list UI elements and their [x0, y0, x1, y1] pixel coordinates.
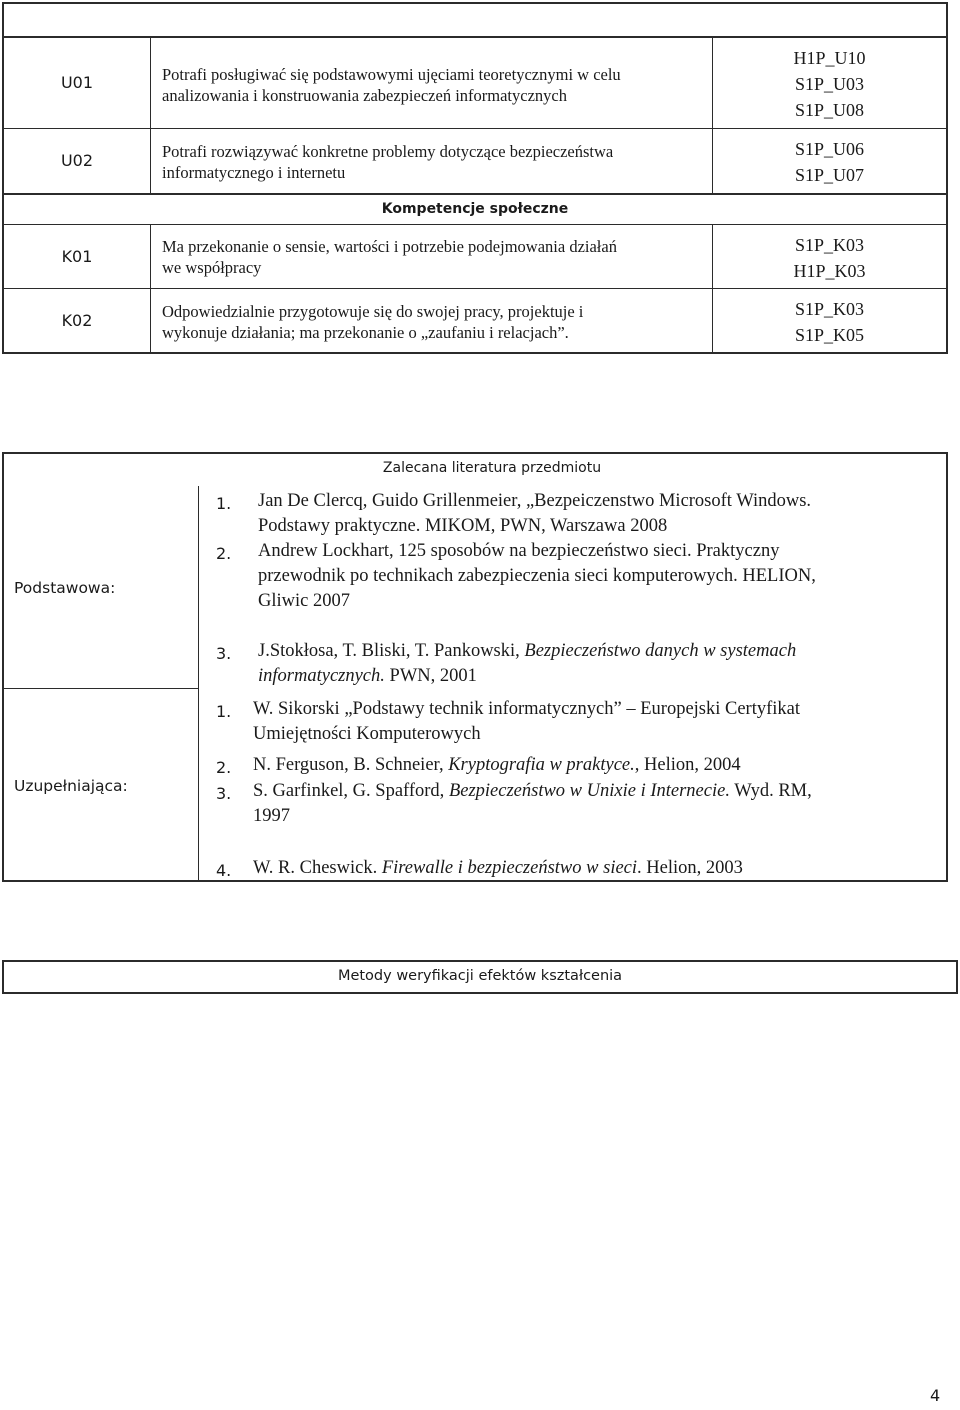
effect-references: S1P_K03 H1P_K03 [793, 235, 866, 281]
verification-header: Metody weryfikacji efektów kształcenia [337, 968, 623, 984]
section-header-competences: Kompetencje społeczne [381, 201, 569, 217]
list-item: 1. Jan De Clercq, Guido Grillenmeier, „Bezpeiczenstwo Microsoft Windows. Podstawy praktyczne. MIKOM, PWN, Warszawa 2008 [216, 491, 812, 536]
page-number: 4 [930, 1386, 941, 1405]
list-item: 1. W. Sikorski „Podstawy technik informatycznych” – Europejski Certyfikat Umiejętności Komputerowych [216, 699, 801, 744]
literature-header: Zalecana literatura przedmiotu [382, 460, 602, 476]
effect-description: Potrafi posługiwać się podstawowymi ujęciami teoretycznymi w celu analizowania i konstruowania zabezpieczeń informatycznych [162, 65, 621, 105]
effect-code: U01 [60, 73, 94, 92]
effect-references: S1P_K03 S1P_K05 [794, 299, 865, 345]
list-item: 4. W. R. Cheswick. Firewalle i bezpieczeństwo w sieci. Helion, 2003 [216, 858, 743, 880]
effect-references: S1P_U06 S1P_U07 [794, 139, 865, 185]
supplementary-literature-label: Uzupełniająca: [14, 777, 128, 795]
effect-description: Odpowiedzialnie przygotowuje się do swojej pracy, projektuje i wykonuje działania; ma przekonanie o „zaufaniu i relacjach”. [162, 302, 584, 342]
basic-literature-label: Podstawowa: [14, 579, 116, 597]
effect-description: Ma przekonanie o sensie, wartości i potrzebie podejmowania działań we współpracy [162, 237, 617, 277]
list-item: 2. Andrew Lockhart, 125 sposobów na bezpieczeństwo sieci. Praktyczny przewodnik po technikach zabezpieczenia sieci komputerowych. HELION, Gliwic 2007 [216, 541, 816, 611]
list-item: 3. J.Stokłosa, T. Bliski, T. Pankowski, Bezpieczeństwo danych w systemach informatycznych. PWN, 2001 [216, 641, 797, 686]
list-item: 2. N. Ferguson, B. Schneier, Kryptografia w praktyce., Helion, 2004 [216, 755, 741, 777]
effect-code: K02 [61, 311, 93, 330]
effect-code: K01 [61, 247, 93, 266]
effect-code: U02 [60, 151, 94, 170]
effect-references: H1P_U10 S1P_U03 S1P_U08 [793, 48, 866, 120]
effect-description: Potrafi rozwiązywać konkretne problemy dotyczące bezpieczeństwa informatycznego i internetu [162, 142, 614, 182]
list-item: 3. S. Garfinkel, G. Spafford, Bezpieczeństwo w Unixie i Internecie. Wyd. RM, 1997 [216, 781, 812, 826]
